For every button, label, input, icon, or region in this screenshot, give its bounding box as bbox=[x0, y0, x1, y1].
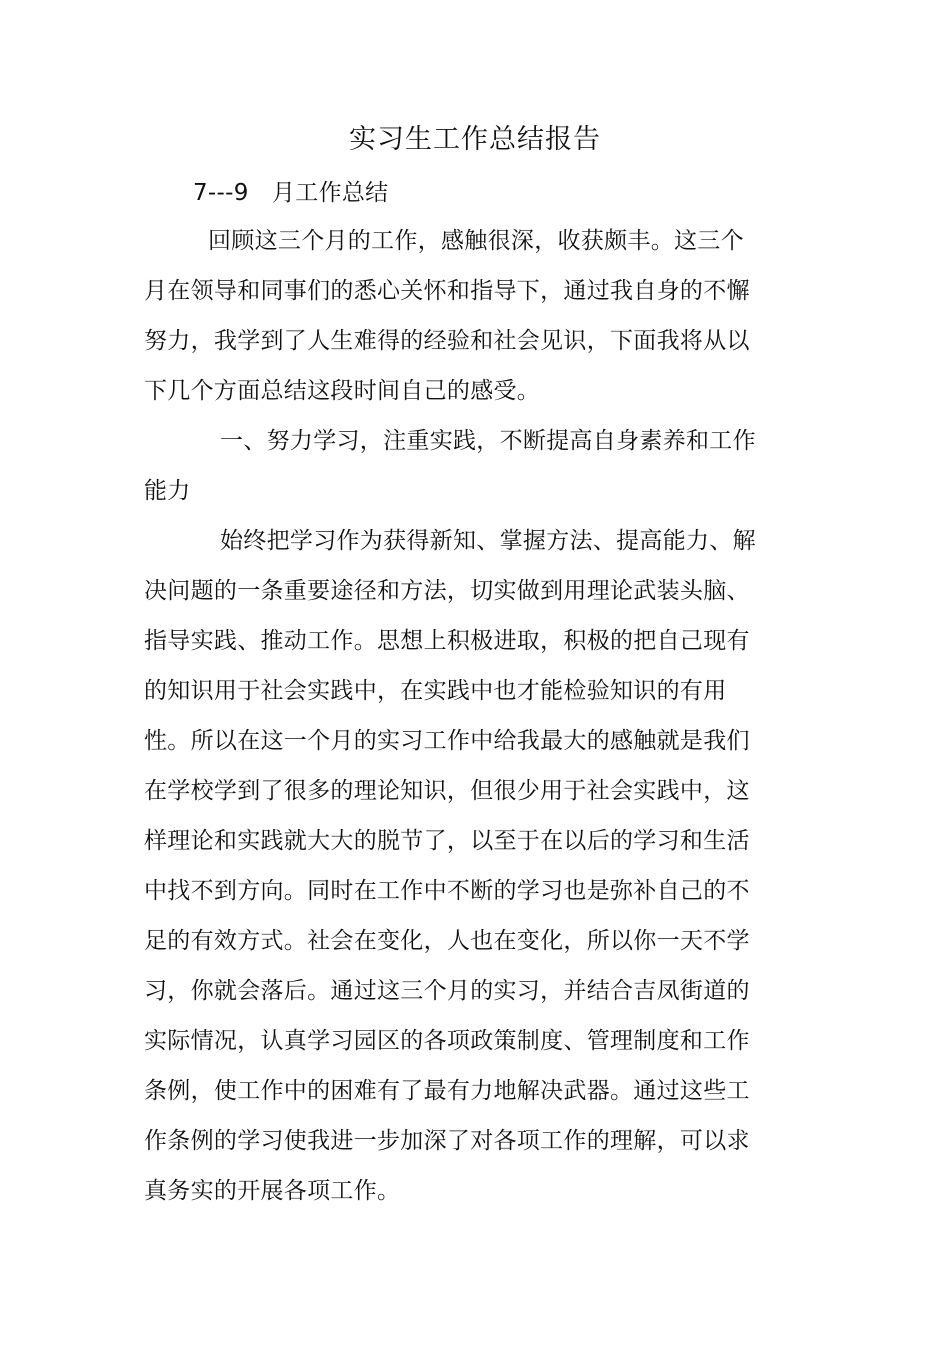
paragraph-line: 月在领导和同事们的悉心关怀和指导下，通过我自身的不懈 bbox=[144, 278, 750, 304]
paragraph-line: 真务实的开展各项工作。 bbox=[144, 1178, 401, 1204]
paragraph-line: 样理论和实践就大大的脱节了，以至于在以后的学习和生活 bbox=[144, 828, 750, 854]
paragraph-line: 始终把学习作为获得新知、掌握方法、提高能力、解 bbox=[220, 528, 756, 554]
paragraph-line: 下几个方面总结这段时间自己的感受。 bbox=[144, 378, 541, 404]
paragraph-line: 的知识用于社会实践中，在实践中也才能检验知识的有用 bbox=[144, 678, 727, 704]
paragraph-line: 中找不到方向。同时在工作中不断的学习也是弥补自己的不 bbox=[144, 878, 750, 904]
paragraph-line: 作条例的学习使我进一步加深了对各项工作的理解，可以求 bbox=[144, 1128, 750, 1154]
paragraph-line: 性。所以在这一个月的实习工作中给我最大的感触就是我们 bbox=[144, 728, 750, 754]
paragraph-line: 实际情况，认真学习园区的各项政策制度、管理制度和工作 bbox=[144, 1028, 750, 1054]
section-heading: 能力 bbox=[144, 478, 191, 504]
paragraph-line: 在学校学到了很多的理论知识，但很少用于社会实践中，这 bbox=[144, 778, 750, 804]
paragraph-line: 努力，我学到了人生难得的经验和社会见识，下面我将从以 bbox=[144, 328, 750, 354]
paragraph-line: 足的有效方式。社会在变化，人也在变化，所以你一天不学 bbox=[144, 928, 750, 954]
section-subtitle: 7---9 月工作总结 bbox=[193, 180, 389, 206]
paragraph-line: 指导实践、推动工作。思想上积极进取，积极的把自己现有 bbox=[144, 628, 750, 654]
paragraph-line: 决问题的一条重要途径和方法，切实做到用理论武装头脑、 bbox=[144, 578, 750, 604]
paragraph-line: 习，你就会落后。通过这三个月的实习，并结合吉凤街道的 bbox=[144, 978, 750, 1004]
paragraph-line: 回顾这三个月的工作，感触很深，收获颇丰。这三个 bbox=[208, 228, 744, 254]
section-heading: 一、努力学习，注重实践，不断提高自身素养和工作 bbox=[220, 428, 756, 454]
document-title: 实习生工作总结报告 bbox=[349, 124, 601, 155]
paragraph-line: 条例，使工作中的困难有了最有力地解决武器。通过这些工 bbox=[144, 1078, 750, 1104]
